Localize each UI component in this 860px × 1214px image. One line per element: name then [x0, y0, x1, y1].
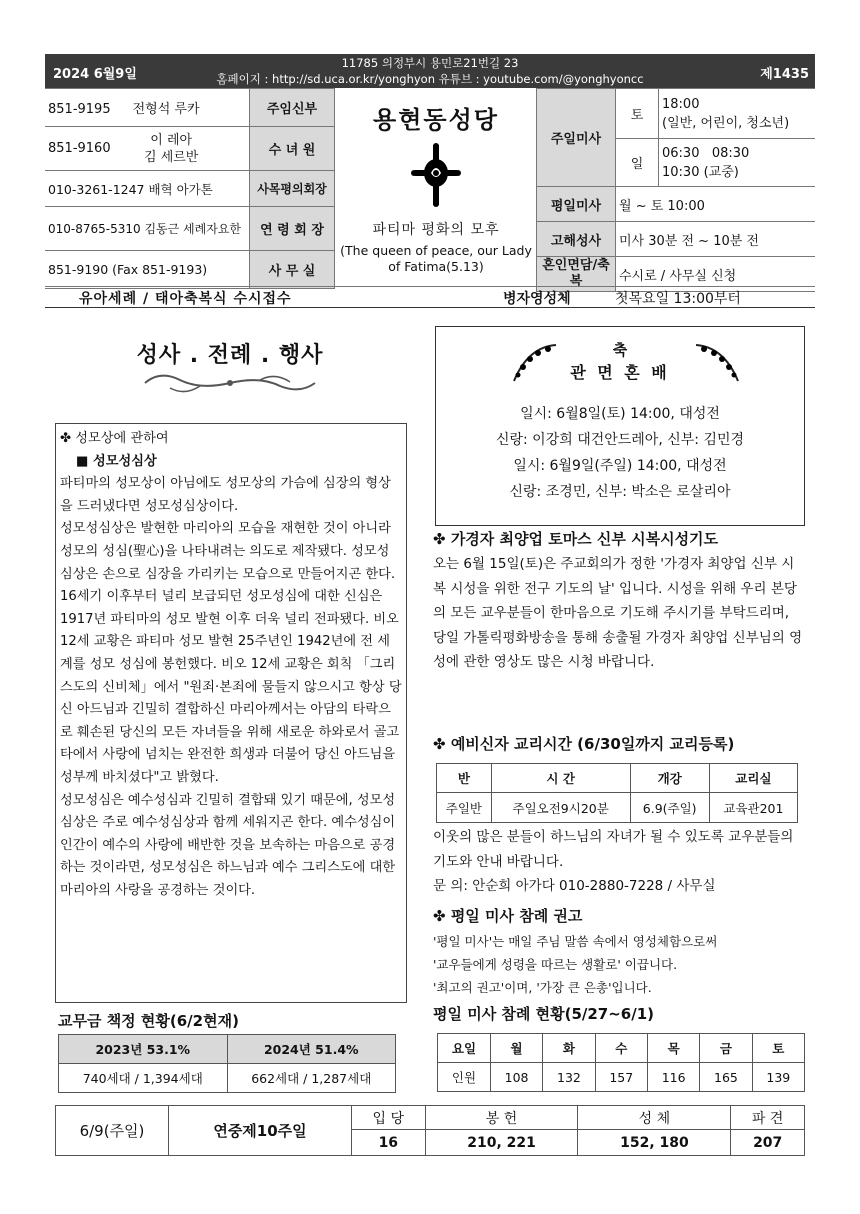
attendance-header: 금: [700, 1034, 752, 1063]
address-block: [45, 55, 815, 87]
article-paragraph: 성모성심은 예수성심과 긴밀히 결합돼 있기 때문에, 성모성심상은 주로 예수성심상과 함께 세워지곤 한다. 예수성심이 인간이 예수의 사랑에 배반한 것을 보속하는 마음으로 공경하는 것이라면, 성모성심은 하느님과 예수 그리스도에 대한 마리아의 사랑을 공경하는 것이다.: [60, 792, 396, 898]
attendance-cell: 165: [700, 1063, 752, 1092]
prayer-body: 오는 6월 15일(토)은 주교회의가 정한 '가경자 최양업 신부 시복 시성을 위한 전구 기도의 날' 입니다. 시성을 위해 우리 본당의 모든 교우분들이 한마음으로 기도해 주시기를 부탁드리며, 당일 가톨릭평화방송을 통해 송출될 가경자 최양업 신부님의 영성에 관한 영상도 많은 시청 바랍니다.: [433, 556, 803, 670]
catechumen-cell: 주일오전9시20분: [491, 793, 630, 823]
summary-value: 207: [731, 1130, 805, 1156]
saturday-times: 18:00 (일반, 어린이, 청소년): [659, 89, 816, 139]
catechumen-table: [436, 763, 798, 823]
summary-header: 봉 헌: [425, 1106, 578, 1130]
catechumen-header: 반: [437, 764, 492, 793]
confession-time: 미사 30분 전 ~ 10분 전: [616, 222, 816, 257]
ornament-divider-icon: [140, 368, 320, 398]
donation-value: 740세대 / 1,394세대: [59, 1064, 228, 1093]
marriage-time: 수시로 / 사무실 신청: [616, 257, 816, 292]
summary-value: 16: [352, 1130, 426, 1156]
wedding-lines: [436, 401, 804, 505]
floral-right-icon: [694, 341, 744, 387]
church-motto: 파티마 평화의 모후: [372, 222, 500, 238]
attendance-header: 목: [647, 1034, 699, 1063]
church-motto-en: (The queen of peace, our Lady of Fatima(5.13): [340, 243, 532, 274]
cross-icon: ✤: [433, 735, 446, 753]
catechumen-body: 이웃의 많은 분들이 하느님의 자녀가 될 수 있도록 교우분들의 기도와 안내 바랍니다.: [433, 829, 794, 870]
article-paragraph: 성모성심상은 발현한 마리아의 모습을 재현한 것이 아니라 성모의 성심(聖心)을 나타내려는 의도로 제작됐다. 성모성심상은 손으로 심장을 가리키는 모습으로 만들어지곤 한다.: [60, 521, 396, 582]
attendance-cell: 139: [752, 1063, 804, 1092]
contact-role: 주임신부: [250, 89, 335, 127]
attendance-cell: 132: [543, 1063, 595, 1092]
attendance-cell: 108: [490, 1063, 542, 1092]
church-name: 용현동성당: [373, 106, 499, 134]
summary-header: 성 체: [578, 1106, 731, 1130]
saturday-label: 토: [616, 89, 659, 139]
catechumen-header: 시 간: [491, 764, 630, 793]
church-center: [336, 90, 536, 286]
wedding-line: 신랑: 조경민, 신부: 박소은 로살리아: [509, 484, 731, 500]
catechumen-title: ✤ 예비신자 교리시간 (6/30일까지 교리등록): [433, 735, 735, 753]
cross-icon: ✤: [433, 530, 446, 548]
sick-communion-label: 병자영성체: [503, 291, 571, 307]
article-paragraph: 파티마의 성모상이 아님에도 성모상의 가슴에 심장의 형상을 드러냈다면 성모성심상이다.: [60, 476, 391, 514]
issue-number: 제1435: [760, 67, 809, 82]
summary-header: 파 견: [731, 1106, 805, 1130]
attendance-cell: 157: [595, 1063, 647, 1092]
contact-table: [45, 88, 335, 289]
catechumen-cell: 교육관201: [709, 793, 797, 823]
donation-header: 2023년 53.1%: [59, 1035, 228, 1064]
contact-phone: 010-8765-5310 김동근 세례자요한: [45, 207, 250, 251]
donation-value: 662세대 / 1,287세대: [227, 1064, 396, 1093]
floral-left-icon: [508, 341, 558, 387]
summary-value: 152, 180: [578, 1130, 731, 1156]
attendance-header: 토: [752, 1034, 804, 1063]
summary-value: 210, 221: [425, 1130, 578, 1156]
attendance-header: 화: [543, 1034, 595, 1063]
contact-role: 사목평의회장: [250, 171, 335, 207]
bulletin-date: 2024 6월9일: [53, 67, 137, 82]
sunday-label: 일: [616, 139, 659, 187]
homepage-link[interactable]: 홈페이지 : http://sd.uca.or.kr/yonghyon 유튜브 : youtube.com/@yonghyoncc: [216, 72, 644, 86]
contact-phone: 010-3261-1247 배혁 아가톤: [45, 171, 250, 207]
article-box: [55, 423, 407, 1003]
contact-phone: 851-9195 전형석 루카: [45, 89, 250, 127]
weekday-mass-title: ✤ 평일 미사 참례 권고: [433, 907, 583, 925]
contact-phone: 851-9190 (Fax 851-9193): [45, 251, 250, 289]
sunday-times: 06:30 08:30 10:30 (교중): [659, 139, 816, 187]
article-paragraph: 16세기 이후부터 널리 보급되던 성모성심에 대한 신심은 1917년 파티마의 성모 발현 이후 더욱 널리 전파됐다. 비오 12세 교황은 파티마 성모 발현 25주년인 1942년에 전 세계를 성모 성심에 봉헌했다. 비오 12세 교황은 회칙 「그리스도의 신비체」에서 "원죄·본죄에 물들지 않으시고 항상 당신 아드님과 긴밀히 결합하신 마리아께서는 아담의 타락으로 훼손된 당신의 모든 자녀들을 위해 새로운 하와로서 골고타에서 사랑에 넘치는 완전한 희생과 더불어 당신 아드님을 성부께 바치셨다"고 밝혔다.: [60, 589, 402, 785]
attendance-header: 요일: [438, 1034, 491, 1063]
contact-role: 수 녀 원: [250, 127, 335, 171]
catechumen-header: 교리실: [709, 764, 797, 793]
catechumen-header: 개강: [630, 764, 709, 793]
wedding-line: 일시: 6월8일(토) 14:00, 대성전: [520, 406, 720, 422]
baptism-note: 유아세례 / 태아축복식 수시접수: [79, 291, 292, 307]
section-title: 성사 . 전례 . 행사: [136, 343, 324, 368]
cross-icon: ✤: [433, 907, 446, 925]
attendance-cell: 인원: [438, 1063, 491, 1092]
attendance-header: 월: [490, 1034, 542, 1063]
summary-date: 6/9(주일): [56, 1106, 169, 1156]
sunday-mass-label: 주일미사: [537, 89, 616, 187]
contact-role: 연 령 회 장: [250, 207, 335, 251]
church-logo-icon: [411, 143, 461, 207]
summary-week: 연중제10주일: [169, 1106, 352, 1156]
cross-icon: ✤: [60, 431, 72, 446]
article-heading: ✤ 성모상에 관하여: [60, 431, 169, 446]
sick-communion-time: 첫목요일 13:00부터: [615, 291, 741, 307]
header-footer-row: [45, 286, 815, 308]
wedding-line: 일시: 6월9일(주일) 14:00, 대성전: [513, 458, 727, 474]
catechumen-contact: 문 의: 안순희 아가다 010-2880-7228 / 사무실: [433, 878, 716, 894]
wedding-box: [435, 326, 805, 526]
catechumen-cell: 주일반: [437, 793, 492, 823]
weekday-mass-label: 평일미사: [537, 187, 616, 222]
contact-phone: 851-9160이 레아 김 세르반: [45, 127, 250, 171]
marriage-label: 혼인면담/축복: [537, 257, 616, 292]
attendance-cell: 116: [647, 1063, 699, 1092]
contact-role: 사 무 실: [250, 251, 335, 289]
summary-table: [55, 1105, 805, 1156]
header-bar: [45, 54, 815, 88]
article-subheading: ■ 성모성심상: [76, 453, 157, 469]
donation-header: 2024년 51.4%: [227, 1035, 396, 1064]
mass-schedule-table: [536, 88, 815, 292]
weekday-mass-text: '평일 미사'는 매일 주님 말씀 속에서 영성체함으로써 '교우들에게 성령을 따르는 생활로' 이끕니다. '최고의 권고'이며, '가장 큰 은총'입니다.: [433, 934, 718, 995]
attendance-header: 수: [595, 1034, 647, 1063]
attendance-title: 평일 미사 참례 현황(5/27~6/1): [433, 1005, 655, 1023]
attendance-table: [437, 1033, 805, 1092]
wedding-chuk: 축: [612, 341, 628, 359]
donation-table: [58, 1034, 396, 1093]
donation-title: 교무금 책정 현황(6/2현재): [58, 1012, 239, 1030]
catechumen-cell: 6.9(주일): [630, 793, 709, 823]
confession-label: 고해성사: [537, 222, 616, 257]
weekday-mass-time: 월 ~ 토 10:00: [616, 187, 816, 222]
church-address: 11785 의정부시 용민로21번길 23: [341, 56, 519, 70]
prayer-title: ✤ 가경자 최양업 토마스 신부 시복시성기도: [433, 530, 719, 548]
wedding-title: 관 면 혼 배: [570, 363, 670, 382]
wedding-line: 신랑: 이강희 대건안드레아, 신부: 김민경: [495, 432, 745, 448]
summary-header: 입 당: [352, 1106, 426, 1130]
